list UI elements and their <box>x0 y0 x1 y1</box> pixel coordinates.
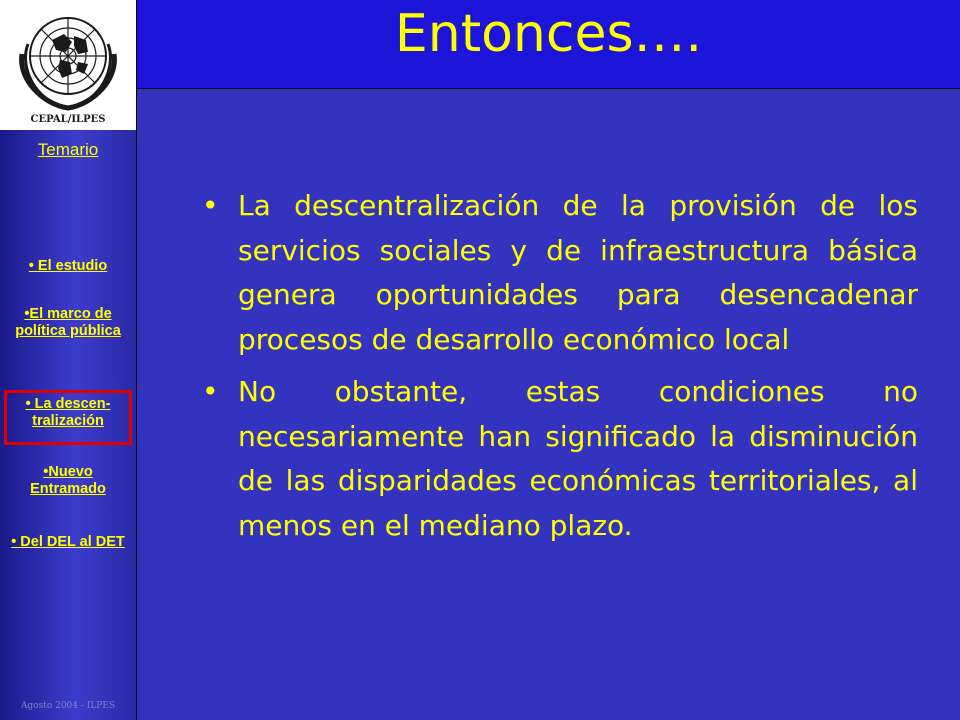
sidebar-item-marco-politica[interactable]: •El marco de política pública <box>15 306 121 339</box>
bullet-glyph: • <box>202 189 219 222</box>
bullet-glyph: • <box>202 375 219 408</box>
bullet-text: No obstante, estas condiciones no necesariamente han significado la disminución de las disparidades económicas territoriales, al menos en el mediano plazo. <box>238 375 918 542</box>
logo-caption: CEPAL/ILPES <box>30 114 106 125</box>
sidebar-item-nuevo-entramado[interactable]: •Nuevo Entramado <box>30 464 106 497</box>
sidebar-item-del-det[interactable]: • Del DEL al DET <box>11 534 125 550</box>
slide-title: Entonces…. <box>394 4 703 64</box>
sidebar-item-el-estudio[interactable]: • El estudio <box>28 258 108 274</box>
sidebar-item-descentralizacion[interactable]: • La descen-tralización <box>4 390 132 445</box>
sidebar <box>0 0 137 720</box>
bullet-item <box>200 370 918 548</box>
slide-content <box>200 184 918 548</box>
bullet-text: La descentralización de la provisión de los servicios sociales y de infraestructura básica genera oportunidades para desencadenar procesos de desarrollo económico local <box>238 189 918 356</box>
footer-date: Agosto 2004 - ILPES <box>20 701 116 711</box>
un-emblem-icon <box>12 4 124 112</box>
sidebar-heading[interactable]: Temario <box>37 140 99 159</box>
bullet-item <box>200 184 918 362</box>
title-bar <box>137 0 960 89</box>
un-logo <box>0 0 136 130</box>
